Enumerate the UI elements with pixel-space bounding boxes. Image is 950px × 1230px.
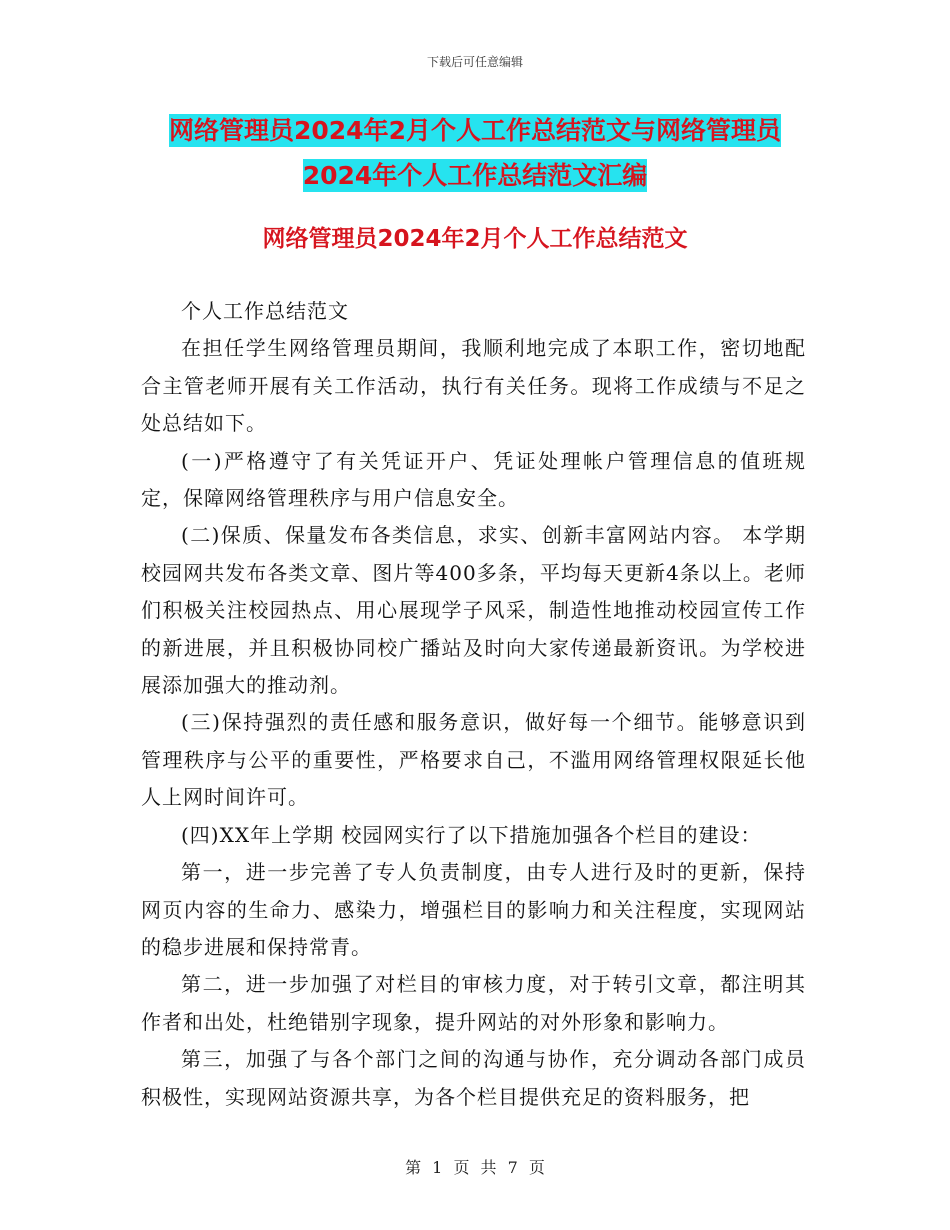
- body-text: [141, 293, 806, 1116]
- paragraph: (二)保质、保量发布各类信息，求实、创新丰富网站内容。 本学期校园网共发布各类文章、图片等400多条，平均每天更新4条以上。老师们积极关注校园热点、用心展现学子风采，制造性地推动校园宣传工作的新进展，并且积极协同校广播站及时向大家传递最新资讯。为学校进展添加强大的推动剂。: [141, 523, 806, 698]
- section-title: 网络管理员2024年2月个人工作总结范文: [262, 226, 688, 252]
- page-number: 第 1 页 共 7 页: [405, 1158, 545, 1177]
- paragraph: (一)严格遵守了有关凭证开户、凭证处理帐户管理信息的值班规定，保障网络管理秩序与用户信息安全。: [141, 448, 806, 511]
- paragraph: (三)保持强烈的责任感和服务意识，做好每一个细节。能够意识到管理秩序与公平的重要性，严格要求自己，不滥用网络管理权限延长他人上网时间许可。: [141, 710, 806, 810]
- paragraph: 第三，加强了与各个部门之间的沟通与协作，充分调动各部门成员积极性，实现网站资源共享，为各个栏目提供充足的资料服务，把: [141, 1047, 806, 1109]
- header-note: 下载后可任意编辑: [426, 55, 523, 69]
- document-title: [140, 108, 810, 198]
- paragraph: (四)XX年上学期 校园网实行了以下措施加强各个栏目的建设：: [181, 822, 762, 847]
- document-title-text: 网络管理员2024年2月个人工作总结范文与网络管理员2024年个人工作总结范文汇编: [169, 116, 781, 190]
- paragraph: 第二，进一步加强了对栏目的审核力度，对于转引文章，都注明其作者和出处，杜绝错别字现象，提升网站的对外形象和影响力。: [141, 972, 806, 1034]
- paragraph: 个人工作总结范文: [181, 299, 349, 323]
- paragraph: 在担任学生网络管理员期间，我顺利地完成了本职工作，密切地配合主管老师开展有关工作活动，执行有关任务。现将工作成绩与不足之处总结如下。: [141, 336, 806, 436]
- paragraph: 第一，进一步完善了专人负责制度，由专人进行及时的更新，保持网页内容的生命力、感染力，增强栏目的影响力和关注程度，实现网站的稳步进展和保持常青。: [141, 860, 806, 959]
